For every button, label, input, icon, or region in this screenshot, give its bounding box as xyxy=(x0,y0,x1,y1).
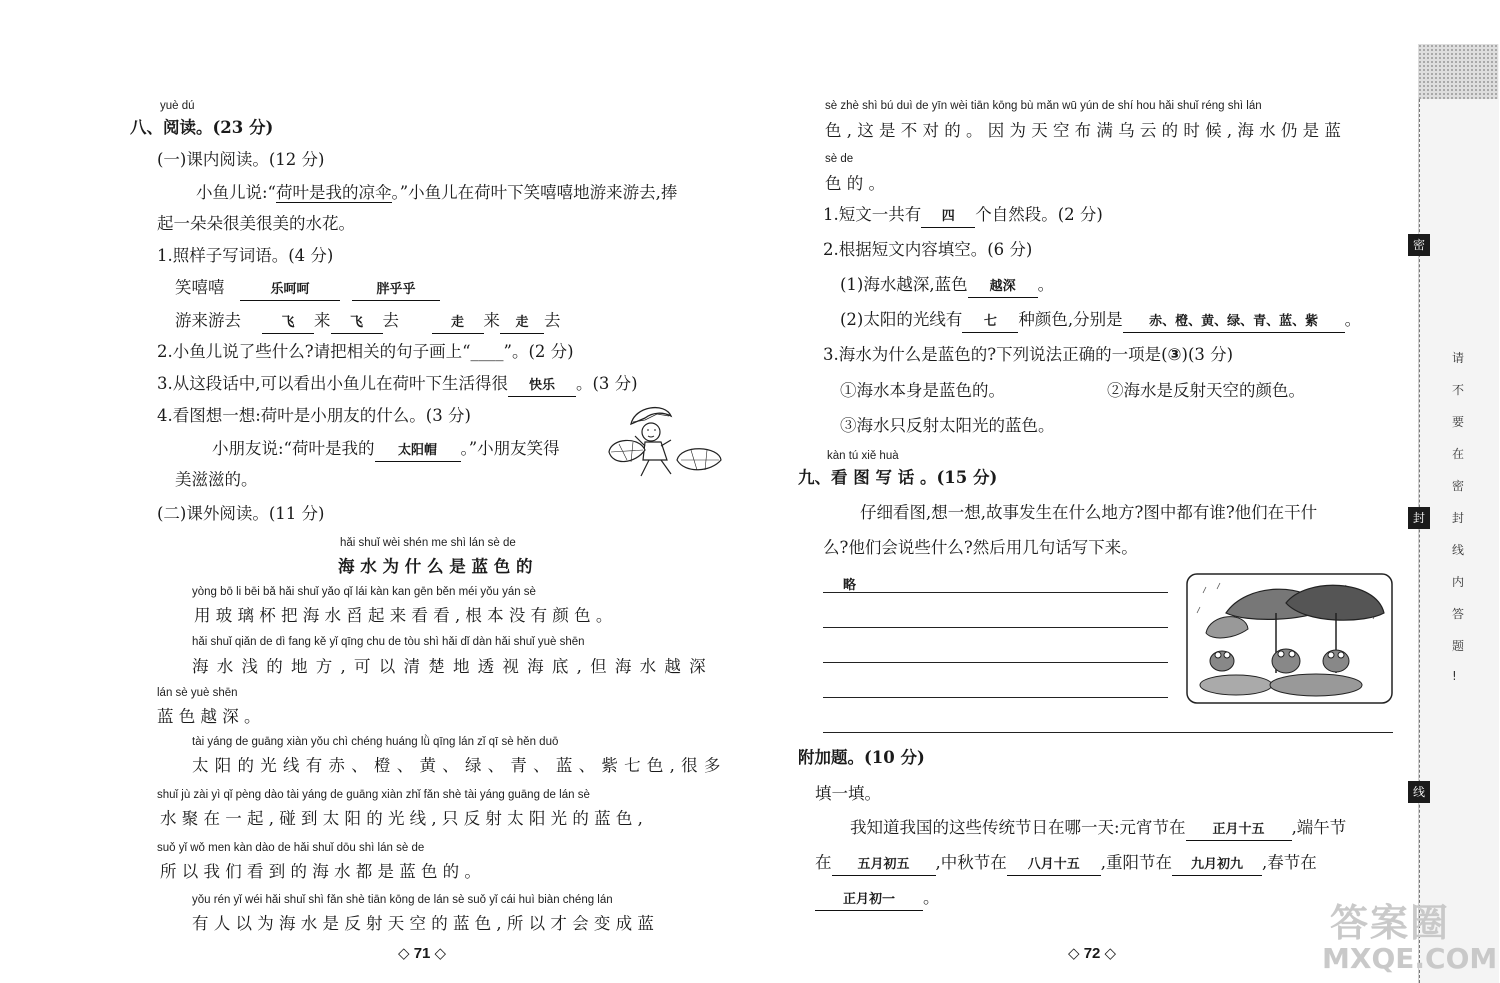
q3-answer: 快乐 xyxy=(508,376,576,397)
bonus-fill: 填一填。 xyxy=(815,784,881,803)
dragon-boat-answer: 五月初五 xyxy=(832,855,936,876)
writing-line-4 xyxy=(823,697,1168,698)
right-l2: 色 的 。 xyxy=(825,174,885,193)
rq2-1-answer: 越深 xyxy=(968,277,1038,298)
warning-char-4: 密 xyxy=(1452,479,1465,493)
sidebar-pattern xyxy=(1418,44,1498,99)
warning-char-6: 线 xyxy=(1452,543,1465,557)
seal-mark-3: 线 xyxy=(1408,781,1430,803)
bonus-title: 附加题。(10 分) xyxy=(798,748,925,767)
rq2-2-answer2: 赤、橙、黄、绿、青、蓝、紫 xyxy=(1123,312,1345,333)
article-l3: 蓝 色 越 深 。 xyxy=(157,707,261,726)
q1-answer5: 走 xyxy=(432,313,484,334)
article-l1-pinyin: yòng bō li bēi bǎ hǎi shuǐ yǎo qǐ lái kàn kan gēn běn méi yǒu yán sè xyxy=(192,586,536,598)
writing-line-3 xyxy=(823,662,1168,663)
right-l1: 色 , 这 是 不 对 的 。 因 为 天 空 布 满 乌 云 的 时 候 , 海 水 仍 是 蓝 xyxy=(825,121,1341,140)
question1: 1.照样子写词语。(4 分) xyxy=(157,246,334,265)
q4-text-end: 美滋滋的。 xyxy=(175,470,258,489)
writing-line-2 xyxy=(823,627,1168,628)
warning-char-9: 题 xyxy=(1452,639,1465,653)
frogs-lotus-rain-illustration xyxy=(1186,573,1393,704)
question3: 3.从这段话中,可以看出小鱼儿在荷叶下生活得很 快乐 。(3 分) xyxy=(157,374,638,397)
warning-char-3: 在 xyxy=(1452,447,1465,461)
article-l1: 用 玻 璃 杯 把 海 水 舀 起 来 看 看 , 根 本 没 有 颜 色 。 xyxy=(194,606,613,625)
warning-char-8: 答 xyxy=(1452,607,1465,621)
part2-title: (二)课外阅读。(11 分) xyxy=(157,504,325,523)
article-l5: 水 聚 在 一 起 , 碰 到 太 阳 的 光 线 , 只 反 射 太 阳 光 的 蓝 色 , xyxy=(160,809,643,828)
spring-festival-answer: 正月初一 xyxy=(815,890,923,911)
q1-answer2: 胖乎乎 xyxy=(352,280,440,301)
question4: 4.看图想一想:荷叶是小朋友的什么。(3 分) xyxy=(157,406,471,425)
warning-char-0: 请 xyxy=(1452,351,1465,365)
warning-char-7: 内 xyxy=(1452,575,1465,589)
writing-line-5 xyxy=(823,732,1393,733)
article-title-pinyin: hǎi shuǐ wèi shén me shì lán sè de xyxy=(340,537,516,549)
q1-answer1: 乐呵呵 xyxy=(240,280,340,301)
mid-autumn-answer: 八月十五 xyxy=(1007,855,1101,876)
q1-answer4: 飞 xyxy=(331,313,383,334)
right-question3: 3.海水为什么是蓝色的?下列说法正确的一项是(③)(3 分) xyxy=(823,345,1234,364)
q1-answer3: 飞 xyxy=(262,313,314,334)
section9-title: 九、看 图 写 话 。(15 分) xyxy=(798,468,998,487)
question2: 2.小鱼儿说了些什么?请把相关的句子画上“____”。(2 分) xyxy=(157,342,574,361)
warning-char-1: 不 xyxy=(1452,383,1465,397)
lantern-festival-answer: 正月十五 xyxy=(1186,820,1292,841)
article-l5-pinyin: shuǐ jù zài yì qǐ pèng dào tài yáng de guāng xiàn zhǐ fǎn shè tài yáng guāng de lán sè xyxy=(157,789,590,801)
section9-pinyin: kàn tú xiě huà xyxy=(827,450,899,462)
rq2-sub2: (2)太阳的光线有 七 种颜色,分别是 赤、橙、黄、绿、青、蓝、紫 。 xyxy=(840,310,1361,333)
q1-answer6: 走 xyxy=(500,313,544,334)
bonus-line2: 在 五月初五 ,中秋节在 八月十五 ,重阳节在 九月初九 ,春节在 xyxy=(815,853,1317,876)
part1-text-line1: 小鱼儿说:“荷叶是我的凉伞。”小鱼儿在荷叶下笑嘻嘻地游来游去,捧 xyxy=(196,183,678,202)
child-lotus-hat-illustration xyxy=(605,402,725,488)
underlined-quote: 荷叶是我的凉伞 xyxy=(276,183,392,202)
article-l4: 太 阳 的 光 线 有 赤 、 橙 、 黄 、 绿 、 青 、 蓝 、 紫 七 色 , 很 多 xyxy=(192,756,721,775)
page-number-left: ◇ 71 ◇ xyxy=(398,945,447,962)
q1-word2: 游来游去 xyxy=(175,311,241,330)
watermark-url: MXQE.COM xyxy=(1322,942,1498,975)
article-l6: 所 以 我 们 看 到 的 海 水 都 是 蓝 色 的 。 xyxy=(160,862,481,881)
section9-text1: 仔细看图,想一想,故事发生在什么地方?图中都有谁?他们在干什 xyxy=(860,503,1318,522)
article-l6-pinyin: suǒ yǐ wǒ men kàn dào de hǎi shuǐ dōu shì lán sè de xyxy=(157,842,425,854)
seal-dashed-line xyxy=(1419,99,1420,983)
bonus-line3: 正月初一 。 xyxy=(815,888,940,911)
section9-text2: 么?他们会说些什么?然后用几句话写下来。 xyxy=(823,538,1138,557)
q4-answer: 太阳帽 xyxy=(375,441,461,462)
right-question2: 2.根据短文内容填空。(6 分) xyxy=(823,240,1033,259)
article-l3-pinyin: lán sè yuè shēn xyxy=(157,687,238,699)
section8-pinyin: yuè dú xyxy=(160,100,195,112)
seal-mark-1: 密 xyxy=(1408,234,1430,256)
section9-answer: 略 xyxy=(843,578,857,593)
writing-line-1 xyxy=(823,592,1168,593)
bonus-line1: 我知道我国的这些传统节日在哪一天:元宵节在 正月十五 ,端午节 xyxy=(850,818,1346,841)
rq3-option3: ③海水只反射太阳光的蓝色。 xyxy=(840,416,1055,435)
q4-text: 小朋友说:“荷叶是我的 太阳帽 。”小朋友笑得 xyxy=(212,439,560,462)
rq2-2-answer1: 七 xyxy=(962,312,1018,333)
rq2-sub1: (1)海水越深,蓝色 越深 。 xyxy=(840,275,1054,298)
warning-char-2: 要 xyxy=(1452,415,1465,429)
article-l2-pinyin: hǎi shuǐ qiǎn de dì fang kě yǐ qīng chu de tòu shì hǎi dǐ dàn hǎi shuǐ yuè shēn xyxy=(192,636,585,648)
article-l4-pinyin: tài yáng de guāng xiàn yǒu chì chéng huáng lǜ qīng lán zǐ qī sè hěn duō xyxy=(192,736,559,748)
q1-word1: 笑嘻嘻 xyxy=(175,278,225,297)
section8-title: 八、阅读。(23 分) xyxy=(130,118,274,137)
right-question1: 1.短文一共有 四 个自然段。(2 分) xyxy=(823,205,1103,228)
rq3-option2: ②海水是反射天空的颜色。 xyxy=(1107,381,1305,400)
right-l1-pinyin: sè zhè shì bú duì de yīn wèi tiān kōng bù mǎn wū yún de shí hou hǎi shuǐ réng shì lán xyxy=(825,100,1262,112)
part1-title: (一)课内阅读。(12 分) xyxy=(157,150,325,169)
q1-answer-row2: 飞 来 飞 去 走 来 走 去 xyxy=(262,311,561,334)
warning-char-5: 封 xyxy=(1452,511,1465,525)
watermark-logo: 答案圈 xyxy=(1330,901,1451,945)
article-l7-pinyin: yǒu rén yǐ wéi hǎi shuǐ shì fǎn shè tiān kōng de lán sè suǒ yǐ cái huì biàn chéng lán xyxy=(192,894,613,906)
article-l2: 海 水 浅 的 地 方 , 可 以 清 楚 地 透 视 海 底 , 但 海 水 越 深 xyxy=(192,657,706,676)
right-l2-pinyin: sè de xyxy=(825,153,854,165)
rq1-answer: 四 xyxy=(921,207,975,228)
article-l7: 有 人 以 为 海 水 是 反 射 天 空 的 蓝 色 , 所 以 才 会 变 成 蓝 xyxy=(192,914,654,933)
page-number-right: ◇ 72 ◇ xyxy=(1068,945,1117,962)
seal-mark-2: 封 xyxy=(1408,507,1430,529)
rq3-option1: ①海水本身是蓝色的。 xyxy=(840,381,1005,400)
double-ninth-answer: 九月初九 xyxy=(1172,855,1262,876)
article-title: 海 水 为 什 么 是 蓝 色 的 xyxy=(338,557,533,576)
part1-text-line2: 起一朵朵很美很美的水花。 xyxy=(157,214,355,233)
warning-char-10: ! xyxy=(1452,669,1457,683)
rq3-answer: ③ xyxy=(1167,345,1182,364)
